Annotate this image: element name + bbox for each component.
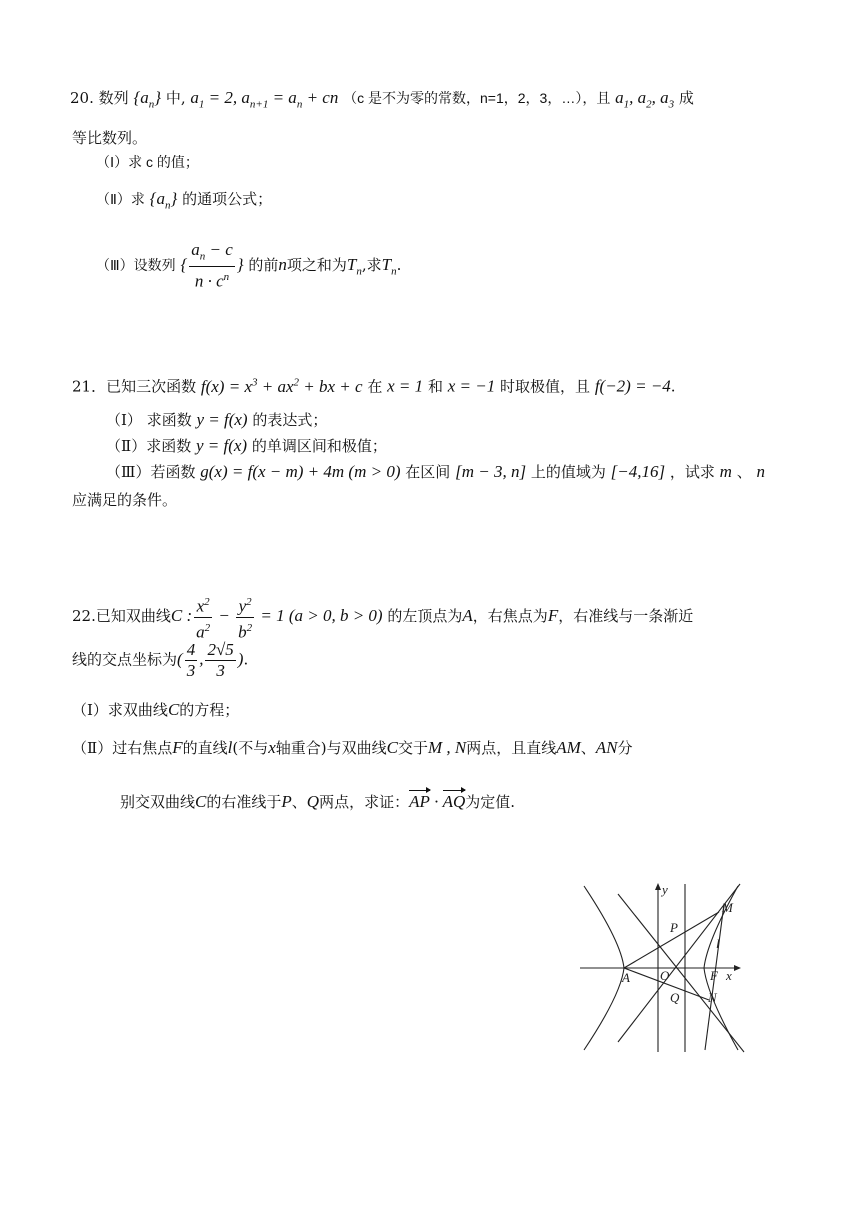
q22-part-1-label: （Ⅰ）求双曲线 [72, 701, 168, 719]
y-axis-arrow [655, 883, 661, 890]
x-axis-arrow [734, 965, 741, 971]
q22-part-2-l: l [227, 738, 233, 757]
q22-text-b: ，右焦点为 [472, 607, 548, 626]
hyperbola-figure [578, 882, 750, 1054]
q22-cont-text-c: 两点，求证： [319, 793, 410, 811]
q22-frac-x: $\frac{x^2}{a^2}$ [194, 592, 212, 642]
q22-text-a: 的左顶点为 [387, 607, 463, 626]
q22-vector-AQ: AQ [442, 792, 466, 811]
q22-part-2-text-e: 两点，且直线 [466, 739, 557, 757]
q22-equation-rest: = 1 (a > 0, b > 0) [256, 606, 383, 626]
q21-part-1-math: y = f(x) [196, 410, 248, 429]
q21-line-1-end: . [670, 377, 676, 396]
q21-part-3-n: n [756, 462, 766, 481]
q20-part-3-brace-open: { [180, 255, 188, 275]
figure-label-A: A [622, 970, 630, 985]
q21-part-3-label: （Ⅲ）若函数 [106, 463, 196, 481]
q22-part-2-text-a: 的直线 [182, 739, 228, 757]
q22-cont-Q: Q [306, 792, 320, 811]
q21-function: $f(x) = x^3 + ax^2$ + bx + c [200, 376, 363, 396]
q21-part-2-text: 的单调区间和极值； [251, 437, 387, 455]
q20-part-3-Tn: $T_n$ [346, 255, 362, 278]
q22-frac-y: $\frac{y^2}{b^2}$ [236, 592, 254, 642]
q22-part-2-x: x [268, 738, 276, 757]
q22-cont-sep: 、 [291, 793, 307, 811]
q22-part-2-label: （Ⅱ）过右焦点 [72, 739, 173, 757]
q21-part-3-cont: 应满足的条件。 [72, 491, 178, 509]
q22-line-1 [72, 592, 693, 640]
q20-part-3-label: （Ⅲ）设数列 [96, 257, 176, 274]
q20-part-3 [96, 240, 401, 290]
q22-part-1 [72, 700, 239, 720]
q21-x2: x = −1 [447, 376, 496, 396]
q22-cont-P: P [281, 792, 292, 811]
q20-part-3-end: . [396, 256, 402, 275]
q21-part-3-interval: [m − 3, n] [455, 462, 527, 481]
q20-part-3-text-c: ,求 [361, 256, 382, 275]
q20-part-3-brace-close: } [236, 255, 244, 275]
q22-part-2-text-d: 交于 [397, 739, 428, 757]
q20-part-3-text-b: 项之和为 [286, 256, 347, 275]
q21-text-extreme: 时取极值，且 [500, 377, 591, 396]
q22-coord-comma: , [199, 649, 204, 669]
q20-line-2: 等比数列。 [72, 129, 148, 147]
figure-label-O: O [660, 968, 670, 983]
q22-coord-y: $\frac{2√5}{3}$ [207, 640, 234, 680]
figure-label-x: x [726, 968, 732, 983]
q21-part-3-sep: 、 [736, 463, 752, 481]
q21-part-1 [106, 410, 327, 430]
q22-paren-open: ( [177, 649, 183, 669]
q22-F: F [547, 606, 559, 626]
q21-text-he: 和 [427, 377, 443, 396]
q20-number: 20. [70, 89, 94, 107]
q21-part-2-label: （Ⅱ）求函数 [106, 437, 192, 455]
q22-part-1-text: 的方程； [179, 701, 240, 719]
q20-zhong: 中, [165, 89, 186, 107]
q22-cont-text-b: 的右准线于 [206, 793, 282, 811]
q21-part-3-range: [−4,16] [610, 462, 666, 481]
q22-part-2-text-b: (不与 [232, 739, 269, 757]
q22-colon: : [182, 606, 193, 626]
q22-part-2 [72, 738, 633, 758]
q20-text: 数列 [98, 89, 129, 107]
q20-part-3-fraction: $\frac{a_n - c}{n \cdot c^n}$ [191, 240, 233, 292]
q21-part-2-math: y = f(x) [195, 436, 248, 455]
q22-minus: − [214, 606, 235, 626]
q21-part-3-text-c: ，试求 [669, 463, 715, 481]
q21-text-zai: 在 [367, 377, 383, 396]
q20-part-2-text: 的通项公式； [182, 190, 273, 208]
figure-label-P: P [670, 920, 678, 935]
q22-part-2-cont [120, 792, 515, 812]
q22-part-2-sep: 、 [580, 739, 596, 757]
q20-sequence-symbol: $\{a_n\}$ [133, 88, 162, 111]
q20-tail: 成 [678, 89, 694, 107]
q20-recurrence: $a_1 = 2$, $a_{n+1} = a_n$ + cn [190, 88, 339, 111]
q21-f-minus-2: f(−2) = −4 [594, 376, 671, 396]
q22-part-2-text-f: 分 [617, 739, 633, 757]
q22-part-1-C: C [167, 700, 180, 719]
q22-part-2-C: C [386, 738, 398, 757]
q21-part-1-text: 的表达式； [252, 411, 328, 429]
q22-A: A [462, 606, 473, 626]
q22-text-c: ，右准线与一条渐近 [558, 607, 694, 626]
q21-part-3-g: g(x) = f(x − m) + 4m (m > 0) [200, 462, 401, 481]
q22-line-2 [72, 640, 248, 688]
q20-part-2-math: $\{a_n\}$ [149, 189, 178, 212]
q22-cont-C: C [195, 792, 207, 811]
q22-part-2-MN: M , N [427, 738, 467, 757]
figure-label-F: F [710, 968, 718, 983]
q22-part-2-F: F [172, 738, 183, 757]
q22-coord-x: $\frac{4}{3}$ [186, 640, 196, 680]
figure-label-Q: Q [670, 990, 680, 1005]
figure-label-N: N [708, 990, 717, 1005]
q21-line-1 [72, 372, 676, 397]
q21-x1: x = 1 [387, 376, 424, 396]
q22-intro: 22.已知双曲线 [72, 607, 171, 626]
q20-part-3-text-a: 的前 [248, 256, 279, 275]
q22-part-2-AM: AM [556, 738, 581, 757]
q20-part-3-Tn-2: $T_n$ [381, 255, 397, 278]
q20-part-1: （Ⅰ）求 c 的值； [96, 154, 199, 170]
figure-label-l: l [716, 936, 720, 951]
figure-label-y: y [662, 882, 668, 897]
figure-label-M: M [722, 900, 733, 915]
q20-line-1 [70, 88, 694, 114]
q21-part-2 [106, 436, 387, 456]
q21-part-3-text-a: 在区间 [405, 463, 451, 481]
q20-part-3-n: n [278, 255, 287, 275]
q20-terms: $a_1$, $a_2$, $a_3$ [615, 88, 675, 111]
q21-part-3-text-b: 上的值域为 [530, 463, 606, 481]
q22-line-2-text: 线的交点坐标为 [72, 650, 178, 669]
q20-part-2 [96, 189, 272, 215]
q22-C: C [170, 606, 183, 626]
q21-intro: 21．已知三次函数 [72, 377, 197, 396]
q22-part-2-AN: AN [595, 738, 618, 757]
q22-vector-AP: AP [409, 792, 430, 811]
q22-dot: · [429, 792, 443, 811]
q22-cont-text-a: 别交双曲线 [120, 793, 196, 811]
q22-line-2-end: . [243, 650, 249, 669]
q22-cont-text-d: 为定值. [465, 793, 516, 811]
q21-part-1-label: （Ⅰ） 求函数 [106, 411, 192, 429]
q22-part-2-text-c: 轴重合)与双曲线 [275, 739, 387, 757]
q21-part-3 [106, 462, 765, 482]
q20-condition: （c 是不为零的常数，n=1，2，3，…），且 [343, 90, 611, 106]
q21-part-3-m: m [719, 462, 732, 481]
q20-part-2-label: （Ⅱ）求 [96, 191, 145, 207]
q22-paren-close: ) [237, 649, 244, 669]
